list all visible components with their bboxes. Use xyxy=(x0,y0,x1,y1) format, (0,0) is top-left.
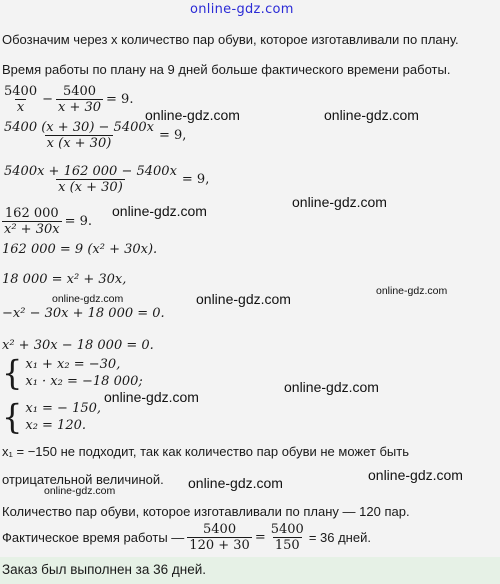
watermark: online-gdz.com xyxy=(112,203,207,219)
watermark-top: online-gdz.com xyxy=(190,2,294,17)
watermark: online-gdz.com xyxy=(284,379,379,395)
equation-8: x² + 30x − 18 000 = 0. xyxy=(2,338,154,353)
operator: = xyxy=(254,530,266,545)
denominator: x + 30 xyxy=(58,100,102,115)
fraction xyxy=(269,522,306,553)
watermark: online-gdz.com xyxy=(324,107,419,123)
fraction xyxy=(187,522,252,553)
rhs: = 9. xyxy=(106,92,134,107)
time-line xyxy=(2,522,371,553)
watermark-small: online-gdz.com xyxy=(52,293,124,305)
equation-1 xyxy=(2,84,133,115)
watermark-small: online-gdz.com xyxy=(44,485,116,497)
fraction xyxy=(2,120,156,151)
roots-system xyxy=(2,397,102,437)
fraction xyxy=(2,206,62,237)
numerator: 5400 xyxy=(270,522,304,537)
time-prefix: Фактическое время работы — xyxy=(2,530,185,545)
watermark: online-gdz.com xyxy=(196,291,291,307)
count-line: Количество пар обуви, которое изготавливали по плану — 120 пар. xyxy=(2,504,410,519)
reject-line-1: x₁ = −150 не подходит, так как количество пар обуви не может быть xyxy=(2,444,409,459)
brace: { xyxy=(2,397,23,437)
watermark: online-gdz.com xyxy=(368,467,463,483)
intro-line-2: Время работы по плану на 9 дней больше фактического времени работы. xyxy=(2,62,451,77)
system-line: x₂ = 120. xyxy=(25,418,87,433)
watermark: online-gdz.com xyxy=(188,475,283,491)
denominator: 150 xyxy=(274,538,300,553)
denominator: x (x + 30) xyxy=(46,136,112,151)
system-line: x₁ + x₂ = −30, xyxy=(25,357,121,372)
numerator: 5400x + 162 000 − 5400x xyxy=(4,164,177,179)
system-line: x₁ = − 150, xyxy=(25,401,102,416)
intro-line-1: Обозначим через x количество пар обуви, которое изготавливали по плану. xyxy=(2,32,459,47)
denominator: 120 + 30 xyxy=(189,538,250,553)
equation-5: 162 000 = 9 (x² + 30x). xyxy=(2,242,158,257)
answer-line: Заказ был выполнен за 36 дней. xyxy=(2,562,207,577)
numerator: 5400 (x + 30) − 5400x xyxy=(4,120,154,135)
numerator: 5400 xyxy=(62,84,97,99)
equation-2 xyxy=(2,120,186,151)
fraction xyxy=(2,164,179,195)
numerator: 162 000 xyxy=(4,206,59,221)
watermark: online-gdz.com xyxy=(104,389,199,405)
time-result: = 36 дней. xyxy=(308,530,371,545)
rhs: = 9, xyxy=(158,128,187,143)
vieta-system xyxy=(2,353,143,393)
watermark-small: online-gdz.com xyxy=(376,285,448,297)
rhs: = 9. xyxy=(64,214,93,229)
equation-7: −x² − 30x + 18 000 = 0. xyxy=(2,306,165,321)
equation-4 xyxy=(2,206,92,237)
denominator: x² + 30x xyxy=(4,222,60,237)
brace: { xyxy=(2,353,23,393)
fraction xyxy=(56,84,103,115)
denominator: x xyxy=(16,100,25,115)
numerator: 5400 xyxy=(203,522,237,537)
numerator: 5400 xyxy=(4,84,38,99)
equation-6: 18 000 = x² + 30x, xyxy=(2,272,127,287)
reject-line-2: отрицательной величиной. xyxy=(2,472,164,487)
watermark: online-gdz.com xyxy=(145,107,240,123)
equation-3 xyxy=(2,164,209,195)
fraction xyxy=(2,84,39,115)
denominator: x (x + 30) xyxy=(58,180,123,195)
system-line: x₁ · x₂ = −18 000; xyxy=(25,374,143,389)
watermark: online-gdz.com xyxy=(292,194,387,210)
operator: − xyxy=(42,92,53,107)
rhs: = 9, xyxy=(181,172,210,187)
